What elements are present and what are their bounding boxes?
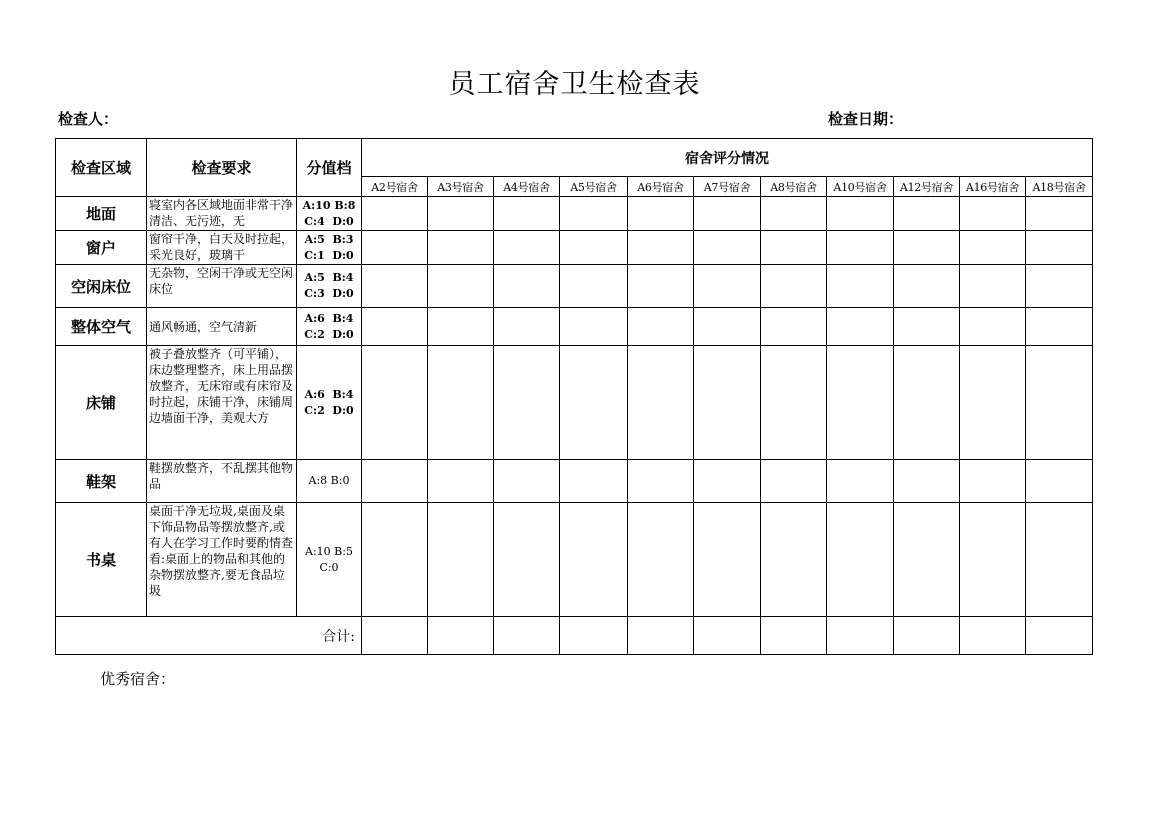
requirement-text: 桌面干净无垃圾,桌面及桌下饰品物品等摆放整齐,或有人在学习工作时要酌情查看:桌面上的物品和其他的杂物摆放整齐,要无食品垃圾: [149, 504, 294, 598]
requirement-cell: [147, 265, 297, 308]
score-input-cell[interactable]: [960, 346, 1026, 460]
header-area: 检查区域: [56, 139, 147, 197]
score-line-1: A:5 B:3: [304, 232, 354, 246]
score-input-cell[interactable]: [827, 346, 894, 460]
requirement-cell: [147, 197, 297, 231]
requirement-text: 寝室内各区域地面非常干净清洁、无污迹，无: [149, 198, 294, 228]
requirement-cell: [147, 460, 297, 503]
score-input-cell[interactable]: [694, 308, 761, 346]
score-input-cell[interactable]: [1026, 231, 1093, 265]
score-cell: [297, 197, 362, 231]
score-input-cell[interactable]: [560, 197, 628, 231]
score-input-cell[interactable]: [494, 460, 560, 503]
score-input-cell[interactable]: [494, 346, 560, 460]
total-input-cell[interactable]: [761, 617, 827, 655]
dorm-header-a8: A8号宿舍: [761, 177, 827, 197]
score-input-cell[interactable]: [362, 197, 428, 231]
score-input-cell[interactable]: [761, 197, 827, 231]
requirement-cell: [147, 308, 297, 346]
score-input-cell[interactable]: [960, 197, 1026, 231]
score-input-cell[interactable]: [628, 231, 694, 265]
score-input-cell[interactable]: [428, 346, 494, 460]
score-input-cell[interactable]: [362, 503, 428, 617]
score-input-cell[interactable]: [694, 503, 761, 617]
score-input-cell[interactable]: [761, 460, 827, 503]
row-desk: [56, 503, 1093, 617]
score-input-cell[interactable]: [494, 308, 560, 346]
dorm-header-a16: A16号宿舍: [960, 177, 1026, 197]
score-input-cell[interactable]: [560, 460, 628, 503]
area-cell: 窗户: [56, 231, 147, 265]
score-cell: [297, 460, 362, 503]
score-input-cell[interactable]: [362, 231, 428, 265]
score-input-cell[interactable]: [761, 308, 827, 346]
score-cell: [297, 308, 362, 346]
dorm-header-a5: A5号宿舍: [560, 177, 628, 197]
row-vacant-bed: [56, 265, 1093, 308]
total-input-cell[interactable]: [428, 617, 494, 655]
score-input-cell[interactable]: [428, 308, 494, 346]
dorm-header-a18: A18号宿舍: [1026, 177, 1093, 197]
area-cell: 床铺: [56, 346, 147, 460]
score-line-1: A:6 B:4: [304, 311, 354, 325]
score-input-cell[interactable]: [894, 197, 960, 231]
score-input-cell[interactable]: [694, 460, 761, 503]
inspector-label: 检查人：: [58, 110, 119, 128]
score-input-cell[interactable]: [428, 503, 494, 617]
score-input-cell[interactable]: [894, 308, 960, 346]
score-input-cell[interactable]: [494, 197, 560, 231]
score-input-cell[interactable]: [894, 346, 960, 460]
score-input-cell[interactable]: [560, 265, 628, 308]
score-input-cell[interactable]: [960, 460, 1026, 503]
score-input-cell[interactable]: [1026, 346, 1093, 460]
score-line-2: C:4 D:0: [304, 214, 354, 228]
score-line-1: A:10 B:5: [305, 544, 353, 558]
score-input-cell[interactable]: [761, 265, 827, 308]
score-input-cell[interactable]: [494, 503, 560, 617]
score-line-1: A:6 B:4: [304, 387, 354, 401]
requirement-cell: [147, 503, 297, 617]
total-input-cell[interactable]: [894, 617, 960, 655]
score-input-cell[interactable]: [428, 197, 494, 231]
score-input-cell[interactable]: [827, 503, 894, 617]
score-input-cell[interactable]: [362, 460, 428, 503]
total-input-cell[interactable]: [827, 617, 894, 655]
row-bed: [56, 346, 1093, 460]
score-line-2: C:2 D:0: [304, 327, 354, 341]
score-input-cell[interactable]: [1026, 460, 1093, 503]
score-input-cell[interactable]: [1026, 503, 1093, 617]
score-cell: [297, 346, 362, 460]
score-input-cell[interactable]: [628, 308, 694, 346]
score-input-cell[interactable]: [761, 346, 827, 460]
requirement-text: 被子叠放整齐（可平铺），床边整理整齐，床上用品摆放整齐，无床帘或有床帘及时拉起，床铺干净，床铺周边墙面干净，美观大方: [149, 347, 294, 425]
dorm-header-a6: A6号宿舍: [628, 177, 694, 197]
score-input-cell[interactable]: [1026, 197, 1093, 231]
total-input-cell[interactable]: [494, 617, 560, 655]
dorm-header-a12: A12号宿舍: [894, 177, 960, 197]
score-line-1: A:8 B:0: [308, 474, 350, 487]
inspection-date-label: 检查日期：: [828, 110, 904, 128]
header-score: 分值档: [297, 139, 362, 197]
score-input-cell[interactable]: [827, 231, 894, 265]
score-input-cell[interactable]: [362, 308, 428, 346]
requirement-text: 无杂物，空闲干净或无空闲床位: [149, 266, 294, 296]
score-input-cell[interactable]: [494, 231, 560, 265]
score-cell: [297, 265, 362, 308]
requirement-cell: [147, 346, 297, 460]
total-input-cell[interactable]: [628, 617, 694, 655]
score-input-cell[interactable]: [894, 231, 960, 265]
total-input-cell[interactable]: [560, 617, 628, 655]
area-cell: 整体空气: [56, 308, 147, 346]
score-input-cell[interactable]: [560, 503, 628, 617]
score-input-cell[interactable]: [628, 197, 694, 231]
score-input-cell[interactable]: [628, 460, 694, 503]
requirement-text: 窗帘干净，白天及时拉起，采光良好，玻璃干: [149, 232, 294, 262]
score-input-cell[interactable]: [628, 346, 694, 460]
area-cell: 书桌: [56, 503, 147, 617]
score-line-2: C:0: [319, 560, 339, 574]
score-input-cell[interactable]: [827, 308, 894, 346]
score-input-cell[interactable]: [628, 503, 694, 617]
score-line-2: C:1 D:0: [304, 248, 354, 262]
score-line-1: A:5 B:4: [304, 271, 354, 284]
score-input-cell[interactable]: [694, 231, 761, 265]
row-air: [56, 308, 1093, 346]
score-input-cell[interactable]: [894, 265, 960, 308]
score-input-cell[interactable]: [761, 503, 827, 617]
inspection-table: [55, 138, 1093, 655]
score-line-1: A:10 B:8: [302, 198, 356, 212]
score-input-cell[interactable]: [560, 346, 628, 460]
score-input-cell[interactable]: [494, 265, 560, 308]
header-dorm-scores: 宿舍评分情况: [362, 139, 1093, 177]
total-label: 合计:: [56, 617, 362, 655]
score-input-cell[interactable]: [560, 231, 628, 265]
score-cell: [297, 231, 362, 265]
total-input-cell[interactable]: [960, 617, 1026, 655]
total-input-cell[interactable]: [694, 617, 761, 655]
score-input-cell[interactable]: [362, 346, 428, 460]
page-title: 员工宿舍卫生检查表: [448, 69, 701, 100]
total-input-cell[interactable]: [1026, 617, 1093, 655]
area-cell: 空闲床位: [56, 265, 147, 308]
score-input-cell[interactable]: [428, 460, 494, 503]
score-input-cell[interactable]: [428, 231, 494, 265]
row-total: [56, 617, 1093, 655]
score-input-cell[interactable]: [1026, 265, 1093, 308]
dorm-header-a4: A4号宿舍: [494, 177, 560, 197]
row-floor: [56, 197, 1093, 231]
score-input-cell[interactable]: [960, 503, 1026, 617]
header-row: [56, 139, 1093, 177]
requirement-text: 鞋摆放整齐，不乱摆其他物品: [149, 461, 294, 491]
area-cell: 地面: [56, 197, 147, 231]
row-shoe-rack: [56, 460, 1093, 503]
requirement-text: 通风畅通，空气清新: [149, 319, 258, 334]
score-input-cell[interactable]: [960, 231, 1026, 265]
score-input-cell[interactable]: [694, 346, 761, 460]
total-input-cell[interactable]: [362, 617, 428, 655]
score-input-cell[interactable]: [960, 265, 1026, 308]
excellent-dorm-label: 优秀宿舍：: [100, 670, 176, 688]
area-cell: 鞋架: [56, 460, 147, 503]
requirement-cell: [147, 231, 297, 265]
score-input-cell[interactable]: [428, 265, 494, 308]
score-input-cell[interactable]: [827, 197, 894, 231]
score-input-cell[interactable]: [827, 265, 894, 308]
header-requirement: 检查要求: [147, 139, 297, 197]
dorm-header-a3: A3号宿舍: [428, 177, 494, 197]
score-input-cell[interactable]: [1026, 308, 1093, 346]
score-cell: [297, 503, 362, 617]
row-window: [56, 231, 1093, 265]
dorm-header-a10: A10号宿舍: [827, 177, 894, 197]
score-input-cell[interactable]: [694, 197, 761, 231]
score-line-2: C:3 D:0: [304, 287, 354, 300]
score-line-2: C:2 D:0: [304, 403, 354, 417]
score-input-cell[interactable]: [694, 265, 761, 308]
score-input-cell[interactable]: [827, 460, 894, 503]
score-input-cell[interactable]: [362, 265, 428, 308]
dorm-header-a2: A2号宿舍: [362, 177, 428, 197]
score-input-cell[interactable]: [761, 231, 827, 265]
dorm-header-a7: A7号宿舍: [694, 177, 761, 197]
score-input-cell[interactable]: [560, 308, 628, 346]
score-input-cell[interactable]: [894, 503, 960, 617]
score-input-cell[interactable]: [628, 265, 694, 308]
score-input-cell[interactable]: [960, 308, 1026, 346]
score-input-cell[interactable]: [894, 460, 960, 503]
